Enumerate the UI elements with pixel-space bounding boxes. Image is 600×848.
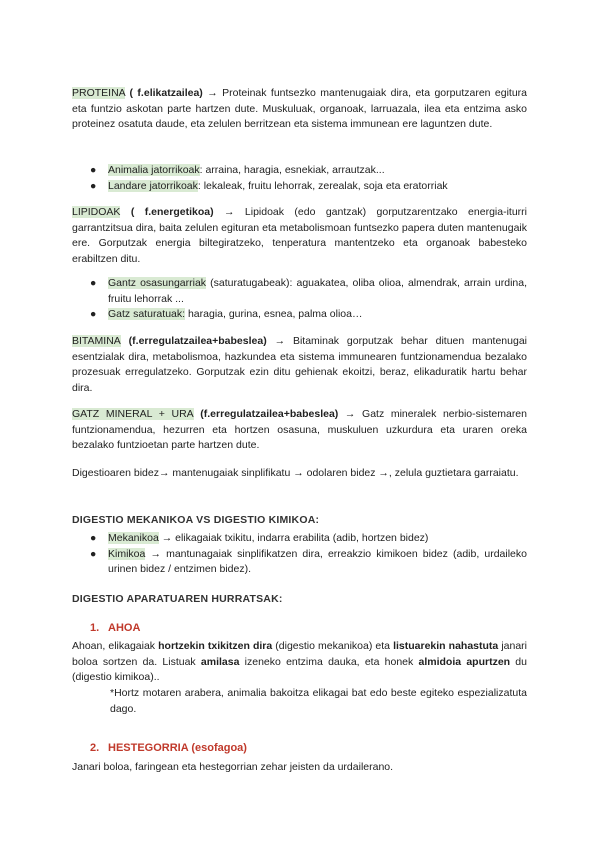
bold-run: almidoia apurtzen bbox=[418, 655, 511, 668]
bullet-icon: ● bbox=[90, 179, 97, 192]
list-item bbox=[72, 531, 527, 547]
list-item-text: : arraina, haragia, esnekiak, arrautzak... bbox=[199, 164, 385, 176]
list-item-text: haragia, gurina, esnea, palma olioa… bbox=[185, 308, 363, 320]
list-item-text: → mantunagaiak sinplifikatzen dira, erreakzio kimikoen bidez (adib, urdaileko urinen bidez / entzimen bidez). bbox=[108, 547, 527, 575]
bold-run: hortzekin txikitzen dira bbox=[158, 640, 273, 652]
gatz-role: (f.erregulatzailea+babeslea) bbox=[193, 408, 339, 420]
step-heading-ahoa bbox=[90, 621, 140, 637]
text-run: izeneko entzima dauka, eta honek bbox=[239, 655, 419, 668]
list-item-label: Animalia jatorrikoak bbox=[108, 164, 200, 176]
bullet-icon: ● bbox=[90, 547, 97, 560]
arrow: → bbox=[338, 408, 363, 420]
hestegorria-paragraph: Janari boloa, faringean eta hestegorrian zehar jeisten da urdailerano. bbox=[72, 761, 394, 773]
bullet-icon: ● bbox=[90, 164, 97, 176]
text-run: du (digestio kimikoa).. bbox=[72, 655, 527, 683]
gatz-term: GATZ MINERAL + URA bbox=[72, 408, 194, 420]
bitamina-term: BITAMINA bbox=[72, 335, 121, 347]
ahoa-paragraph bbox=[72, 639, 527, 686]
lipidoak-paragraph bbox=[72, 205, 527, 267]
mekanikoa-list bbox=[72, 531, 527, 578]
arrow: → bbox=[266, 335, 293, 347]
bullet-icon: ● bbox=[90, 532, 97, 544]
lipidoak-list bbox=[72, 276, 527, 323]
text-run: Ahoan, elikagaiak bbox=[72, 640, 159, 652]
list-item-text: : lekaleak, fruitu lehorrak, zerealak, soja eta eratorriak bbox=[197, 179, 448, 192]
list-item-label: Gantz osasungarriak bbox=[108, 277, 207, 289]
list-item-text: → elikagaiak txikitu, indarra erabilita (adib, hortzen bidez) bbox=[158, 532, 429, 544]
list-item-label: Gatz saturatuak: bbox=[108, 308, 186, 320]
bold-run: listuarekin nahastuta bbox=[393, 640, 499, 652]
text-run: (digestio mekanikoa) eta bbox=[272, 640, 394, 652]
lipidoak-text: Lipidoak (edo gantzak) gorputzarentzako energia-iturri garrantzitsua dira, baita zelulen egituran eta metabolismoan funtsezko papera duten mantenugaik ere. Gorputzak energia biltegiratzeko, tenperatura mantentzeko eta organoak babesteko erabiltzen ditu. bbox=[72, 206, 527, 265]
ahoa-note: *Hortz motaren arabera, animalia bakoitza elikagai bat edo beste egiteko espezializatuta dago. bbox=[110, 687, 527, 715]
step-number: 1. bbox=[90, 622, 100, 634]
bold-run: amilasa bbox=[200, 655, 240, 668]
step-number: 2. bbox=[90, 742, 100, 754]
bitamina-role: (f.erregulatzailea+babeslea) bbox=[120, 335, 267, 347]
gatz-paragraph bbox=[72, 407, 527, 454]
proteina-paragraph bbox=[72, 86, 527, 133]
gatz-text: Gatz mineralek nerbio-sistemaren funtzionamendua, hezurren eta hortzen osasuna, muskuluen uzkurdura eta uraren oreka bezalako funtzioetan parte hartzen dute. bbox=[72, 408, 527, 451]
bitamina-paragraph bbox=[72, 334, 527, 396]
bullet-icon: ● bbox=[90, 277, 97, 289]
proteina-term: PROTEINA bbox=[72, 87, 126, 99]
arrow: → bbox=[202, 87, 223, 99]
list-item bbox=[72, 307, 527, 323]
list-item bbox=[72, 179, 527, 195]
proteina-text: Proteinak funtsezko mantenugaiak dira, eta gorputzaren egitura eta funtzio askotan parte hartzen dute. Muskuluak, organoak, larruazala, ilea eta entzima asko proteinez osatuta daude, eta zelulen berritzean eta sistema immunean ere laguntzen dute. bbox=[72, 87, 528, 130]
bitamina-text: Bitaminak gorputzak behar dituen mantenugai esentzialak dira, metabolismoa, hazkundea eta sistema immunearen funtzionamendua bezalako prozesuak erregulatzeko. Gorputzak ezin ditu gehienak ekoitzi, beraz, elikaduratik hartu behar dira. bbox=[72, 335, 527, 394]
proteina-role: ( f.elikatzailea) bbox=[129, 87, 203, 99]
arrow: → bbox=[213, 206, 245, 218]
bullet-icon: ● bbox=[90, 308, 97, 320]
list-item bbox=[72, 163, 527, 179]
proteina-list bbox=[72, 163, 527, 194]
list-item-label: Kimikoa bbox=[108, 547, 146, 560]
section-heading: DIGESTIO MEKANIKOA VS DIGESTIO KIMIKOA: bbox=[72, 514, 320, 526]
lipidoak-role: ( f.energetikoa) bbox=[130, 206, 214, 218]
step-title: AHOA bbox=[108, 622, 141, 634]
step-title: HESTEGORRIA (esofagoa) bbox=[108, 742, 247, 754]
list-item-text: (saturatugabeak): aguakatea, oliba olioa, almendrak, arrain urdina, fruitu lehorrak ... bbox=[108, 277, 527, 305]
step-heading-hestegorria bbox=[90, 741, 247, 757]
list-item bbox=[72, 276, 527, 307]
digestio-paragraph: Digestioaren bidez→ mantenugaiak sinplifikatu → odolaren bidez →, zelula guztietara garraiatu. bbox=[72, 467, 519, 479]
list-item-label: Mekanikoa bbox=[108, 532, 159, 544]
lipidoak-term: LIPIDOAK bbox=[72, 206, 121, 218]
text-run: janari boloa sortzen da. Listuak bbox=[72, 640, 528, 668]
section-heading: DIGESTIO APARATUAREN HURRATSAK: bbox=[72, 593, 283, 605]
list-item-label: Landare jatorrikoak bbox=[108, 179, 198, 192]
list-item bbox=[72, 547, 527, 578]
